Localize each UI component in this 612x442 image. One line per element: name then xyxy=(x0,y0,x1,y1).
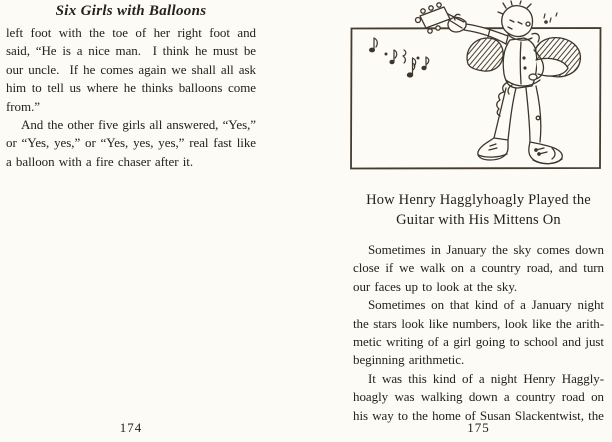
page-number-right: 175 xyxy=(467,420,490,435)
figure-henry xyxy=(416,1,581,164)
paragraph xyxy=(353,370,604,425)
right-page-text xyxy=(353,241,604,425)
text-line: or “Yes, yes,” or “Yes, yes, yes,” real fast like xyxy=(6,135,256,151)
text-line: a balloon with a fire chaser after it. xyxy=(6,153,194,169)
page-number-left: 174 xyxy=(119,420,143,435)
paragraph xyxy=(353,241,604,296)
paragraph xyxy=(6,116,256,171)
text-line: It was this kind of a night Henry Haggly- xyxy=(368,370,604,386)
left-page-text xyxy=(6,24,256,171)
text-line: his way to the home of Susan Slackentwist, the xyxy=(353,407,604,423)
running-head: Six Girls with Balloons xyxy=(55,3,207,19)
illustration-henry-guitar xyxy=(340,0,612,180)
paragraph xyxy=(353,296,604,370)
paragraph xyxy=(6,24,256,116)
text-line: our uncle. If he comes again we shall all ask xyxy=(6,61,256,77)
text-line: the stars look like numbers, look like the arith- xyxy=(353,315,604,331)
story-title xyxy=(353,191,604,230)
text-line: And the other five girls all answered, “Yes,” xyxy=(21,117,256,133)
text-line: said, “He is a nice man. I think he must be xyxy=(6,43,256,59)
story-title-line-1: How Henry Hagglyhoagly Played the xyxy=(366,192,591,208)
text-line: from.” xyxy=(6,98,40,114)
text-line: hoagly was walking down a country road on xyxy=(353,389,604,405)
text-line: Sometimes in January the sky comes down xyxy=(368,242,604,257)
text-line: our faces up to look at the sky. xyxy=(353,278,518,294)
text-line: metic writing of a girl going to school and just xyxy=(353,334,604,350)
story-title-line-2: Guitar with His Mittens On xyxy=(396,211,561,228)
text-line: close if we walk on a country road, and turn xyxy=(353,260,604,276)
text-line: left foot with the toe of her right foot and xyxy=(6,25,256,40)
text-line: Sometimes on that kind of a January night xyxy=(368,297,604,313)
text-line: him to tell us where he thinks balloons come xyxy=(6,80,256,96)
text-line: beginning arithmetic. xyxy=(353,352,465,368)
